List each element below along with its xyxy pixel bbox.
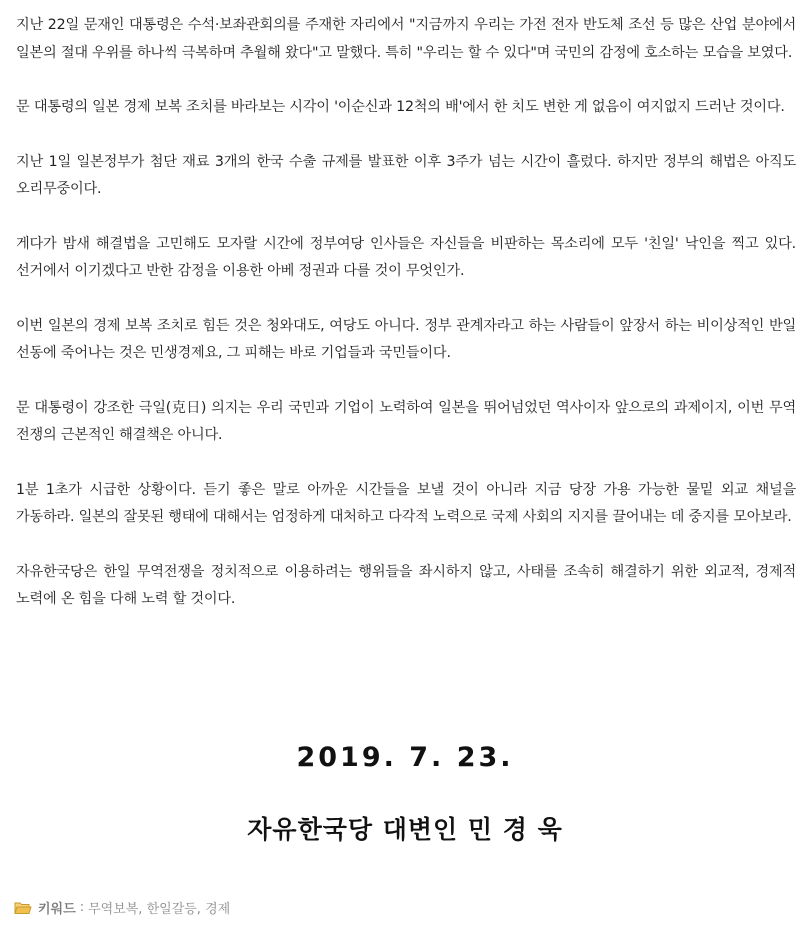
statement-date: 2019. 7. 23. [296, 742, 514, 773]
paragraph-1: 지난 22일 문재인 대통령은 수석·보좌관회의를 주재한 자리에서 "지금까지 우리는 가전 전자 반도체 조선 등 많은 산업 분야에서 일본의 절대 우위를 하나씩 극복하며 추월해 왔다"고 말했다. 특히 "우리는 할 수 있다"며 국민의 감정에 호소하는 모습을 보였다. [16, 17, 796, 61]
folder-icon [14, 901, 32, 915]
keywords-values[interactable]: 무역보복, 한일갈등, 경제 [88, 902, 231, 917]
paragraph-6: 문 대통령이 강조한 극일(克日) 의지는 우리 국민과 기업이 노력하여 일본을 뛰어넘었던 역사이자 앞으로의 과제이지, 이번 무역 전쟁의 근본적인 해결책은 아니다. [16, 399, 796, 443]
paragraph-7: 1분 1초가 시급한 상황이다. 듣기 좋은 말로 아까운 시간들을 보낼 것이 아니라 지금 당장 가용 가능한 물밑 외교 채널을 가동하라. 일본의 잘못된 행태에 대해서는 엄정하게 대처하고 다각적 노력으로 국제 사회의 지지를 끌어내는 데 중지를 모아보라. [16, 481, 796, 525]
paragraph-4: 게다가 밤새 해결법을 고민해도 모자랄 시간에 정부여당 인사들은 자신들을 비판하는 목소리에 모두 '친일' 낙인을 찍고 있다. 선거에서 이기겠다고 반한 감정을 이용한 아베 정권과 다를 것이 무엇인가. [16, 235, 796, 279]
keywords-bar [14, 898, 230, 917]
spokesperson-signature: 자유한국당 대변인 민 경 욱 [247, 815, 563, 844]
paragraph-5: 이번 일본의 경제 보복 조치로 힘든 것은 청와대도, 여당도 아니다. 정부 관계자라고 하는 사람들이 앞장서 하는 비이상적인 반일 선동에 죽어나는 것은 민생경제요, 그 피해는 바로 기업들과 국민들이다. [16, 317, 796, 361]
keywords-label: 키워드 [38, 902, 76, 917]
paragraph-3: 지난 1일 일본정부가 첨단 재료 3개의 한국 수출 규제를 발표한 이후 3주가 넘는 시간이 흘렀다. 하지만 정부의 해법은 아직도 오리무중이다. [16, 153, 796, 197]
keywords-separator: : [79, 900, 85, 915]
paragraph-8: 자유한국당은 한일 무역전쟁을 정치적으로 이용하려는 행위들을 좌시하지 않고, 사태를 조속히 해결하기 위한 외교적, 경제적 노력에 온 힘을 다해 노력 할 것이다. [16, 563, 796, 607]
paragraph-2: 문 대통령의 일본 경제 보복 조치를 바라보는 시각이 '이순신과 12척의 배'에서 한 치도 변한 게 없음이 여지없지 드러난 것이다. [16, 99, 785, 115]
article-body [16, 12, 796, 641]
